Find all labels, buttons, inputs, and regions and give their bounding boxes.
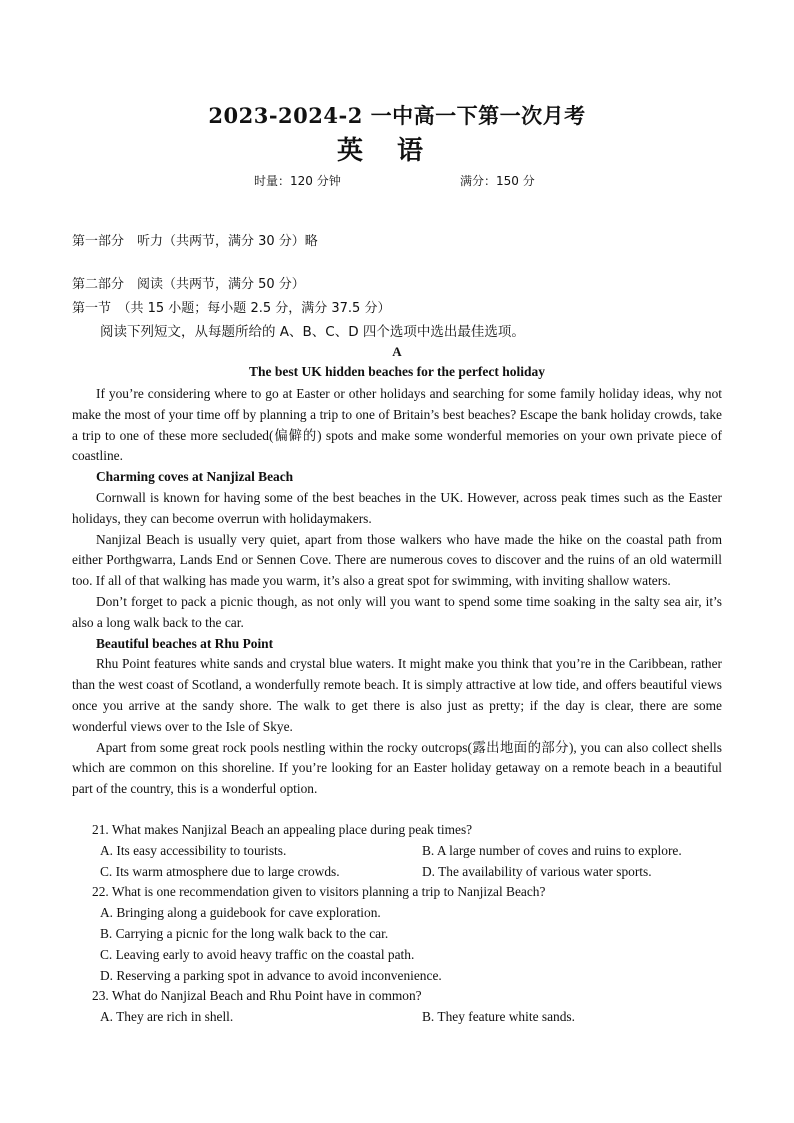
option-23b: B. They feature white sands. [422, 1009, 575, 1025]
questions [92, 820, 732, 1028]
section1-heading: 第一节 （共 15 小题；每小题 2.5 分，满分 37.5 分） [72, 301, 391, 316]
option-21b: B. A large number of coves and ruins to explore. [422, 842, 682, 858]
score-label: 满分：150 分 [460, 174, 535, 188]
paragraph: Cornwall is known for having some of the best beaches in the UK. However, across peak times such as the Easter holidays, they can become overrun with holidaymakers. [72, 489, 722, 526]
reading-instruction: 阅读下列短文，从每题所给的 A、B、C、D 四个选项中选出最佳选项。 [100, 324, 525, 340]
option-21a: A. Its easy accessibility to tourists. [100, 842, 287, 858]
option-23a: A. They are rich in shell. [100, 1009, 234, 1025]
option-22a: A. Bringing along a guidebook for cave exploration. [100, 905, 381, 921]
part1-heading: 第一部分 听力（共两节，满分 30 分）略 [72, 234, 318, 249]
passage-body [72, 384, 722, 800]
part2-heading: 第二部分 阅读（共两节，满分 50 分） [72, 277, 305, 292]
option-21d: D. The availability of various water sports. [422, 863, 652, 879]
subheading: Charming coves at Nanjizal Beach [96, 469, 294, 485]
option-22b: B. Carrying a picnic for the long walk back to the car. [100, 925, 389, 941]
paragraph: Apart from some great rock pools nestling within the rocky outcrops(露出地面的部分), you can also collect shells which are common on this shoreline. If you’re looking for an Easter holiday getaway on a remote beach in a beautiful part of the country, this is a wonderful option. [72, 739, 722, 797]
question-21: 21. What makes Nanjizal Beach an appealing place during peak times? [92, 822, 473, 837]
paragraph: Rhu Point features white sands and crystal blue waters. It might make you think that you’re in the Caribbean, rather than the west coast of Scotland, a wonderfully remote beach. It is simply attractive at low tide, and offers beautiful views once you arrive at the sandy shore. The walk to get there is also just as pretty; if the day is clear, there are some wonderful views over to the Isle of Skye. [72, 656, 722, 734]
time-label: 时量：120 分钟 [254, 174, 341, 188]
paragraph: Don’t forget to pack a picnic though, as not only will you want to spend some time soaking in the salty sea air, it’s also a long walk back to the car. [72, 593, 722, 630]
option-22c: C. Leaving early to avoid heavy traffic on the coastal path. [100, 946, 415, 962]
passage-title: The best UK hidden beaches for the perfect holiday [249, 364, 545, 379]
exam-title: 2023-2024-2 一中高一下第一次月考 [208, 103, 586, 128]
paragraph: Nanjizal Beach is usually very quiet, apart from those walkers who have made the hike on the coastal path from either Porthgwarra, Lands End or Sennen Cove. There are numerous coves to discover and the ruins of an old watermill too. If all of that walking has made you warm, it’s also a great spot for swimming, with inviting shallow waters. [72, 531, 722, 589]
question-23: 23. What do Nanjizal Beach and Rhu Point have in common? [92, 988, 422, 1004]
subject-title: 英语 [336, 136, 457, 166]
paragraph: If you’re considering where to go at Easter or other holidays and searching for some family holiday ideas, why not make the most of your time off by planning a trip to one of Britain’s best beaches? Escape the bank holiday crowds, take a trip to one of these more secluded(偏僻的) spots and make some wonderful memories on your own private piece of coastline. [72, 386, 722, 464]
question-22: 22. What is one recommendation given to visitors planning a trip to Nanjizal Beach? [92, 884, 546, 900]
option-22d: D. Reserving a parking spot in advance to avoid inconvenience. [100, 967, 442, 983]
option-21c: C. Its warm atmosphere due to large crowds. [100, 863, 340, 879]
subheading: Beautiful beaches at Rhu Point [96, 635, 274, 651]
passage-letter: A [392, 344, 402, 359]
